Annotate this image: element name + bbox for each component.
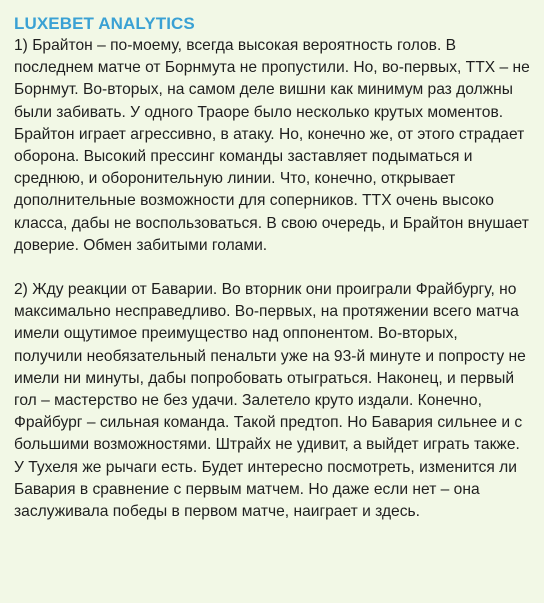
message-paragraph-2: 2) Жду реакции от Баварии. Во вторник они проиграли Фрайбургу, но максимально несправедливо. Во-первых, на протяжении всего матча имели ощутимое преимущество над оппонентом. Во-вторых, получили необязательный пенальти уже на 93-й минуте и попросту не имели ни минуты, дабы попробовать отыграться. Наконец, и первый гол – мастерство не без удачи. Залетело круто издали. Конечно, Фрайбург – сильная команда. Такой предтоп. Но Бавария сильнее и с большими возможностями. Штрайх не удивит, а выйдет играть также. У Тухеля же рычаги есть. Будет интересно посмотреть, изменится ли Бавария в сравнение с первым матчем. Но даже если нет – она заслуживала победы в первом матче, наиграет и здесь.	[14, 281, 526, 521]
sender-name[interactable]: LUXEBET ANALYTICS	[14, 14, 195, 33]
paragraph-spacer	[14, 257, 530, 279]
message-paragraph-1: 1) Брайтон – по-моему, всегда высокая вероятность голов. В последнем матче от Борнмута не пропустили. Но, во-первых, ТТХ – не Борнмут. Во-вторых, на самом деле вишни как минимум раз должны были забивать. У одного Траоре было несколько крутых моментов. Брайтон играет агрессивно, в атаку. Но, конечно же, от этого страдает оборона. Высокий прессинг команды заставляет подыматься и среднюю, и оборонительную линии. Что, конечно, открывает дополнительные возможности для соперников. ТТХ очень высоко класса, дабы не воспользоваться. В свою очередь, и Брайтон внушает доверие. Обмен забитыми голами.	[14, 37, 530, 254]
